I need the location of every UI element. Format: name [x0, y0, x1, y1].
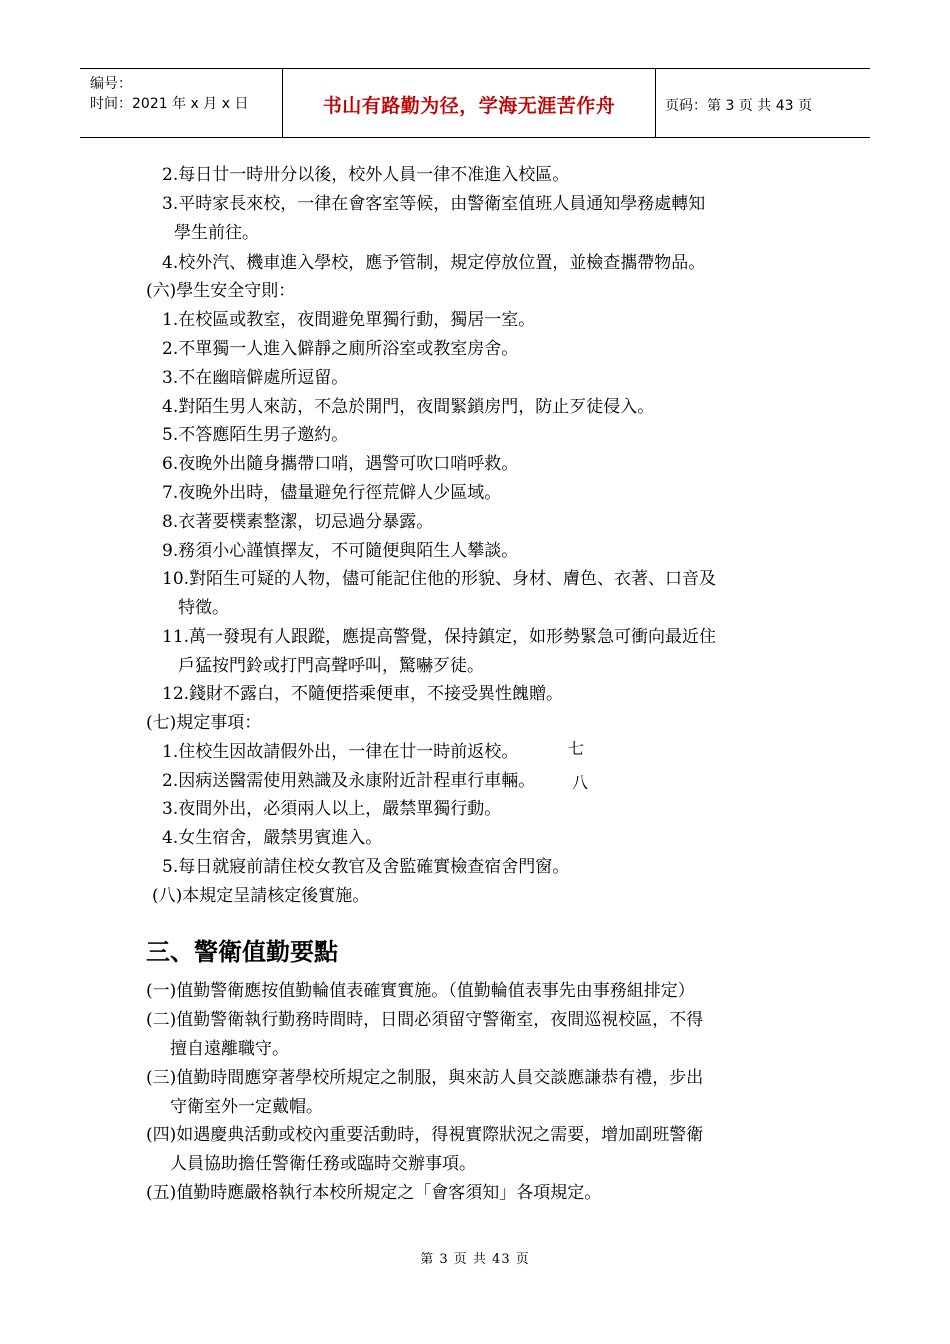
text-line: (三)值勤時間應穿著學校所規定之制服，與來訪人員交談應謙恭有禮，步出	[146, 1068, 704, 1088]
header-page-cell	[655, 69, 870, 137]
stray-character: 八	[572, 773, 589, 792]
text-line: 5.每日就寢前請住校女教官及舍監確實檢查宿舍門窗。	[162, 857, 570, 877]
slogan: 书山有路勤为径，学海无涯苦作舟	[322, 95, 616, 117]
text-line: 人員協助擔任警衛任務或臨時交辦事項。	[170, 1154, 476, 1174]
header-table	[80, 68, 870, 138]
subsection-heading: (八)本規定呈請核定後實施。	[152, 886, 370, 906]
stray-character: 七	[568, 739, 585, 758]
text-line: (二)值勤警衛執行勤務時間時，日間必須留守警衛室，夜間巡視校區，不得	[146, 1010, 704, 1030]
text-line: 11.萬一發現有人跟蹤，應提高警覺，保持鎮定，如形勢緊急可衝向最近住	[162, 627, 717, 647]
text-line: 6.夜晚外出隨身攜帶口哨，遇警可吹口哨呼救。	[162, 454, 519, 474]
text-line: 12.錢財不露白，不隨便搭乘便車，不接受異性餽贈。	[162, 684, 564, 704]
text-line: (四)如遇慶典活動或校內重要活動時，得視實際狀況之需要，增加副班警衛	[146, 1125, 704, 1145]
subsection-heading: (七)規定事項：	[146, 713, 262, 733]
text-line: (五)值勤時應嚴格執行本校所規定之「會客須知」各項規定。	[146, 1183, 602, 1203]
page-label: 页码：第 3 页 共 43 页	[665, 98, 812, 114]
text-line: 4.對陌生男人來訪，不急於開門，夜間緊鎖房門，防止歹徒侵入。	[162, 397, 655, 417]
text-line: 1.住校生因故請假外出，一律在廿一時前返校。	[162, 742, 519, 762]
text-line: 7.夜晚外出時，儘量避免行徑荒僻人少區域。	[162, 483, 502, 503]
text-line: 戶猛按門鈴或打門高聲呼叫，驚嚇歹徒。	[178, 656, 484, 676]
text-line: 9.務須小心謹慎擇友，不可隨便與陌生人攀談。	[162, 541, 519, 561]
text-line: 10.對陌生可疑的人物，儘可能記住他的形貌、身材、膚色、衣著、口音及	[162, 569, 717, 589]
text-line: 2.不單獨一人進入僻靜之廁所浴室或教室房舍。	[162, 339, 519, 359]
subsection-heading: (六)學生安全守則：	[146, 281, 296, 301]
text-line: (一)值勤警衛應按值勤輪值表確實實施。（值勤輪值表事先由事務組排定）	[146, 981, 695, 1001]
text-line: 3.夜間外出，必須兩人以上，嚴禁單獨行動。	[162, 799, 502, 819]
text-line: 守衛室外一定戴帽。	[170, 1097, 323, 1117]
text-line: 2.因病送醫需使用熟識及永康附近計程車行車輛。	[162, 771, 536, 791]
time-label: 时间：2021 年 x 月 x 日	[90, 96, 249, 112]
text-line: 學生前往。	[174, 223, 259, 243]
header-meta-cell	[80, 69, 282, 137]
page-footer: 第 3 页 共 43 页	[420, 1252, 530, 1267]
text-line: 3.不在幽暗僻處所逗留。	[162, 368, 349, 388]
text-line: 8.衣著要樸素整潔，切忌過分暴露。	[162, 512, 434, 532]
text-line: 2.每日廿一時卅分以後，校外人員一律不准進入校區。	[162, 165, 570, 185]
header-slogan-cell	[282, 69, 656, 137]
text-line: 3.平時家長來校，一律在會客室等候，由警衛室值班人員通知學務處轉知	[162, 194, 706, 214]
text-line: 4.女生宿舍，嚴禁男賓進入。	[162, 828, 383, 848]
text-line: 1.在校區或教室，夜間避免單獨行動，獨居一室。	[162, 310, 536, 330]
text-line: 4.校外汽、機車進入學校，應予管制，規定停放位置，並檢查攜帶物品。	[162, 253, 706, 273]
text-line: 5.不答應陌生男子邀約。	[162, 425, 349, 445]
text-line: 擅自遠離職守。	[170, 1039, 289, 1059]
text-line: 特徵。	[178, 598, 229, 618]
section-title: 三、警衛值勤要點	[146, 937, 338, 966]
number-label: 编号：	[90, 76, 132, 92]
